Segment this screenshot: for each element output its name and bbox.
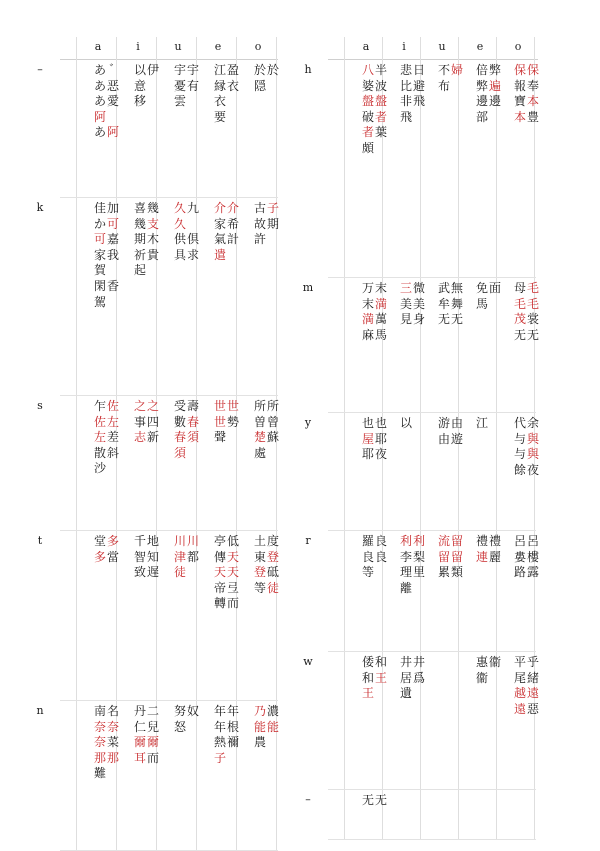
glyph-subcolumn: 乎 緒 遠 惡 (526, 655, 539, 716)
row-label: t (37, 534, 43, 547)
glyph-subcolumn: 於 (266, 63, 279, 77)
grid-vertical-line (420, 37, 421, 839)
glyph-subcolumn: 努 怒 (173, 704, 186, 734)
glyph-subcolumn: 惠 衞 (475, 655, 488, 685)
glyph-subcolumn: 千 智 致 (133, 534, 146, 580)
glyph-subcolumn: 禮 連 (475, 534, 488, 564)
glyph-subcolumn: 盈 衣 (226, 63, 239, 93)
grid-horizontal-line (328, 277, 536, 278)
glyph-subcolumn: 武 牟 无 (437, 281, 450, 327)
glyph-subcolumn: 加 可 嘉 我 香 (106, 201, 119, 293)
glyph-subcolumn: 佐 左 差 斜 (106, 399, 119, 460)
glyph-subcolumn: 微 美 身 (412, 281, 425, 327)
row-label: k (36, 201, 44, 214)
glyph-subcolumn: 呂 樓 露 (526, 534, 539, 580)
glyph-subcolumn: 無 舞 无 (450, 281, 463, 327)
glyph-subcolumn: 乃 能 農 (253, 704, 266, 750)
vowel-header-u: u (174, 40, 182, 53)
glyph-subcolumn: 佳 か 可 家 賀 閑 駕 (93, 201, 106, 309)
glyph-subcolumn: 平 尾 越 遠 (513, 655, 526, 716)
glyph-subcolumn: 万 末 満 麻 (361, 281, 374, 342)
glyph-subcolumn: 以 (399, 416, 412, 430)
glyph-subcolumn: 游 由 (437, 416, 450, 446)
grid-horizontal-line (328, 530, 536, 531)
glyph-subcolumn: 也 屋 耶 (361, 416, 374, 462)
vowel-header-e: e (476, 40, 484, 53)
glyph-subcolumn: 之 事 志 (133, 399, 146, 445)
glyph-subcolumn: 丹 仁 爾 耳 (133, 704, 146, 765)
glyph-subcolumn: 倭 和 王 (361, 655, 374, 701)
vowel-header-row (60, 37, 278, 60)
glyph-subcolumn: 利 李 理 離 (399, 534, 412, 595)
glyph-subcolumn: 所 曾 蘇 (266, 399, 279, 445)
glyph-subcolumn: 良 良 (374, 534, 387, 564)
glyph-subcolumn: 婦 (450, 63, 463, 77)
glyph-subcolumn: 弊 遍 邊 (488, 63, 501, 109)
glyph-subcolumn: 二 兒 爾 而 (146, 704, 159, 765)
glyph-subcolumn: 江 (475, 416, 488, 430)
glyph-subcolumn: 八 婆 盤 破 者 頗 (361, 63, 374, 155)
glyph-subcolumn: 奴 (186, 704, 199, 718)
glyph-subcolumn: 九 倶 求 (186, 201, 199, 262)
vowel-header-o: o (514, 40, 522, 53)
glyph-subcolumn: 无 (374, 793, 387, 807)
glyph-subcolumn: 江 縁 衣 要 (213, 63, 226, 124)
glyph-subcolumn: 宇 有 (186, 63, 199, 93)
glyph-subcolumn: 保 奉 本 豊 (526, 63, 539, 124)
glyph-subcolumn: 和 王 (374, 655, 387, 685)
grid-horizontal-line (60, 530, 278, 531)
vowel-header-i: i (402, 40, 406, 53)
vowel-header-i: i (136, 40, 140, 53)
glyph-subcolumn: 呂 婁 路 (513, 534, 526, 580)
glyph-subcolumn: 流 留 累 (437, 534, 450, 580)
glyph-subcolumn: 也 耶 夜 (374, 416, 387, 462)
glyph-subcolumn: 土 東 登 等 (253, 534, 266, 595)
vowel-header-e: e (214, 40, 222, 53)
glyph-subcolumn: 母 毛 茂 无 (513, 281, 526, 342)
grid-horizontal-line (328, 412, 536, 413)
glyph-subcolumn: 亭 傳 天 帝 轉 (213, 534, 226, 611)
glyph-subcolumn: 古 故 許 (253, 201, 266, 247)
glyph-subcolumn: 介 家 氣 遣 (213, 201, 226, 262)
glyph-subcolumn: 不 布 (437, 63, 450, 93)
row-label: – (305, 793, 311, 806)
glyph-subcolumn: 世 世 聲 (213, 399, 226, 445)
grid-vertical-line (496, 37, 497, 839)
glyph-subcolumn: 免 馬 (475, 281, 488, 311)
glyph-subcolumn: 堂 多 (93, 534, 106, 564)
glyph-subcolumn: 多 當 (106, 534, 119, 564)
glyph-subcolumn: 年 年 熱 子 (213, 704, 226, 765)
glyph-subcolumn: あ あ あ 阿 あ (93, 63, 106, 140)
glyph-subcolumn: 世 勢 (226, 399, 239, 429)
glyph-subcolumn: 川 津 徒 (173, 534, 186, 580)
glyph-subcolumn: 由 遊 (450, 416, 463, 446)
glyph-subcolumn: 之 四 新 (146, 399, 159, 445)
glyph-subcolumn: 度 登 砥 徒 (266, 534, 279, 595)
glyph-subcolumn: 悲 比 非 飛 (399, 63, 412, 124)
vowel-header-a: a (362, 40, 370, 53)
grid-horizontal-line (60, 700, 278, 701)
row-label: h (304, 63, 312, 76)
glyph-subcolumn: 以 意 移 (133, 63, 146, 109)
glyph-subcolumn: 幾 支 木 貴 (146, 201, 159, 262)
glyph-subcolumn: 名 奈 菜 那 (106, 704, 119, 765)
glyph-subcolumn: 井 居 遺 (399, 655, 412, 701)
glyph-subcolumn: 低 天 天 弖 而 (226, 534, 239, 611)
row-label: w (303, 655, 313, 668)
glyph-subcolumn: 余 與 與 夜 (526, 416, 539, 477)
glyph-subcolumn: 介 希 計 (226, 201, 239, 247)
vowel-header-row (328, 37, 538, 60)
grid-horizontal-line (328, 789, 536, 790)
glyph-subcolumn: 壽 春 須 (186, 399, 199, 445)
row-label: s (37, 399, 43, 412)
glyph-subcolumn: 代 与 与 餘 (513, 416, 526, 477)
glyph-subcolumn: 利 梨 里 (412, 534, 425, 580)
glyph-subcolumn: 乍 佐 左 散 沙 (93, 399, 106, 476)
glyph-subcolumn: 保 報 寶 本 (513, 63, 526, 124)
glyph-subcolumn: 井 爲 (412, 655, 425, 685)
glyph-subcolumn: 地 知 遅 (146, 534, 159, 580)
glyph-subcolumn: 久 久 供 具 (173, 201, 186, 262)
glyph-subcolumn: 日 避 飛 (412, 63, 425, 109)
row-label: n (36, 704, 44, 717)
glyph-subcolumn: 半 波 盤 者 葉 (374, 63, 387, 140)
glyph-subcolumn: 末 満 萬 馬 (374, 281, 387, 342)
glyph-subcolumn: 年 根 禰 (226, 704, 239, 750)
glyph-subcolumn: 禮 麗 (488, 534, 501, 564)
glyph-subcolumn: 宇 憂 雲 (173, 63, 186, 109)
row-label: – (37, 63, 43, 76)
row-label: r (305, 534, 311, 547)
grid-horizontal-line (328, 651, 536, 652)
glyph-subcolumn: 喜 幾 期 祈 起 (133, 201, 146, 278)
grid-horizontal-line (60, 197, 278, 198)
glyph-subcolumn: 羅 良 等 (361, 534, 374, 580)
glyph-subcolumn: 毛 毛 裳 无 (526, 281, 539, 342)
glyph-subcolumn: 恶 愛 阿 (106, 78, 119, 140)
glyph-subcolumn: 川 都 (186, 534, 199, 564)
glyph-subcolumn: 倍 弊 邊 部 (475, 63, 488, 124)
glyph-subcolumn: 衞 (488, 655, 501, 669)
grid-horizontal-line (328, 839, 536, 840)
row-label: y (304, 416, 312, 429)
glyph-subcolumn: 南 奈 奈 那 難 (93, 704, 106, 781)
glyph-subcolumn: 濃 能 (266, 704, 279, 734)
grid-vertical-line (76, 37, 77, 850)
vowel-header-a: a (94, 40, 102, 53)
glyph-subcolumn: 於 隠 (253, 63, 266, 93)
glyph-subcolumn: 留 留 類 (450, 534, 463, 580)
glyph-subcolumn: 无 (361, 793, 374, 807)
glyph-subcolumn: 所 曽 楚 處 (253, 399, 266, 460)
glyph-subcolumn: 三 美 見 (399, 281, 412, 327)
glyph-subcolumn: 受 數 春 須 (173, 399, 186, 460)
grid-vertical-line (344, 37, 345, 839)
glyph-subcolumn: 伊 (146, 63, 159, 77)
grid-horizontal-line (60, 395, 278, 396)
glyph-subcolumn: 面 (488, 281, 501, 295)
vowel-header-o: o (254, 40, 262, 53)
glyph-subcolumn: 子 期 (266, 201, 279, 231)
vowel-header-u: u (438, 40, 446, 53)
row-label: m (302, 281, 314, 294)
